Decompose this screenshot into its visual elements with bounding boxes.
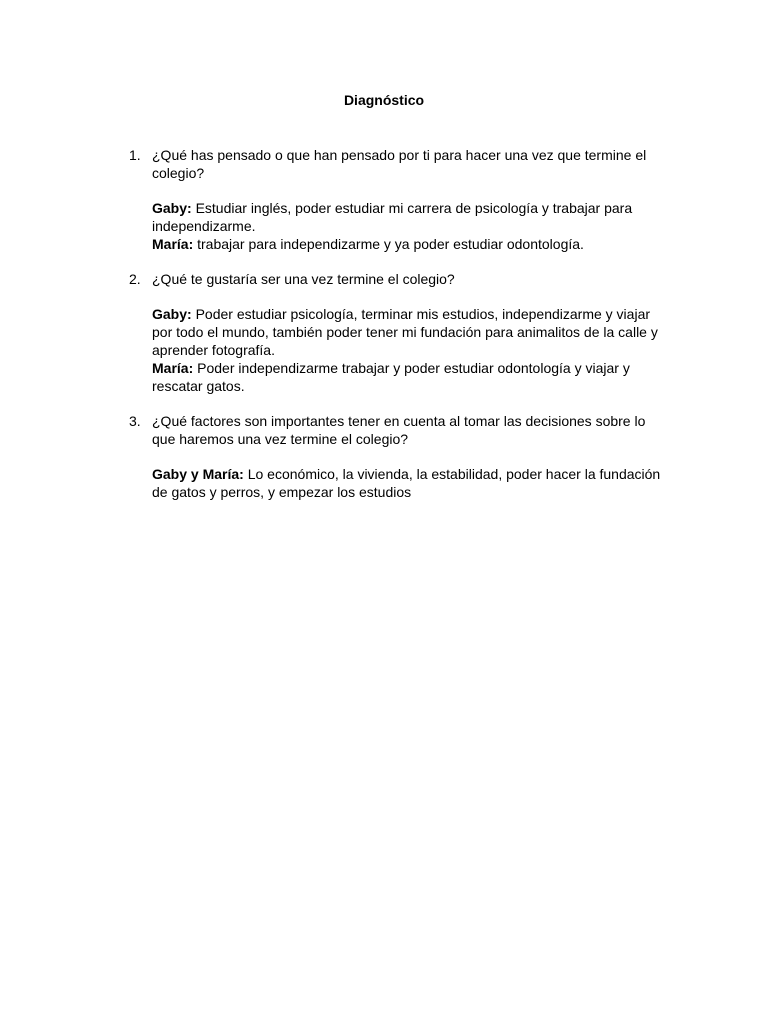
document-title: Diagnóstico xyxy=(343,92,425,108)
question-number: 3. xyxy=(129,413,141,429)
speaker-label: María: xyxy=(152,360,194,376)
answer-text: Poder independizarme trabajar y poder estudiar odontología y viajar y rescatar gatos. xyxy=(152,360,630,394)
answer-gaby-y-maria xyxy=(152,465,662,501)
answer-gaby xyxy=(152,199,662,235)
answer-maria xyxy=(152,235,662,253)
answer-text: Estudiar inglés, poder estudiar mi carrera de psicología y trabajar para independizarme. xyxy=(152,200,633,234)
speaker-label: María: xyxy=(152,236,194,252)
question-item-3 xyxy=(122,412,662,501)
question-item-1 xyxy=(122,146,662,253)
question-number: 2. xyxy=(129,271,141,287)
answer-block xyxy=(152,199,662,253)
question-number: 1. xyxy=(129,147,141,163)
answer-maria xyxy=(152,359,662,395)
question-item-2 xyxy=(122,270,662,395)
answer-text: trabajar para independizarme y ya poder estudiar odontología. xyxy=(193,236,584,252)
speaker-label: Gaby y María: xyxy=(152,466,244,482)
speaker-label: Gaby: xyxy=(152,200,192,216)
question-text: ¿Qué te gustaría ser una vez termine el colegio? xyxy=(152,271,455,287)
question-text: ¿Qué has pensado o que han pensado por ti para hacer una vez que termine el colegio? xyxy=(152,147,647,181)
question-list xyxy=(122,146,662,518)
question-text: ¿Qué factores son importantes tener en cuenta al tomar las decisiones sobre lo que haremos una vez termine el colegio? xyxy=(152,413,646,447)
answer-gaby xyxy=(152,305,662,359)
answer-block xyxy=(152,465,662,501)
speaker-label: Gaby: xyxy=(152,306,192,322)
answer-block xyxy=(152,305,662,395)
answer-text: Poder estudiar psicología, terminar mis estudios, independizarme y viajar por todo el mundo, también poder tener mi fundación para animalitos de la calle y aprender fotografía. xyxy=(152,306,658,358)
answer-text: Lo económico, la vivienda, la estabilidad, poder hacer la fundación de gatos y perros, y empezar los estudios xyxy=(152,466,661,500)
